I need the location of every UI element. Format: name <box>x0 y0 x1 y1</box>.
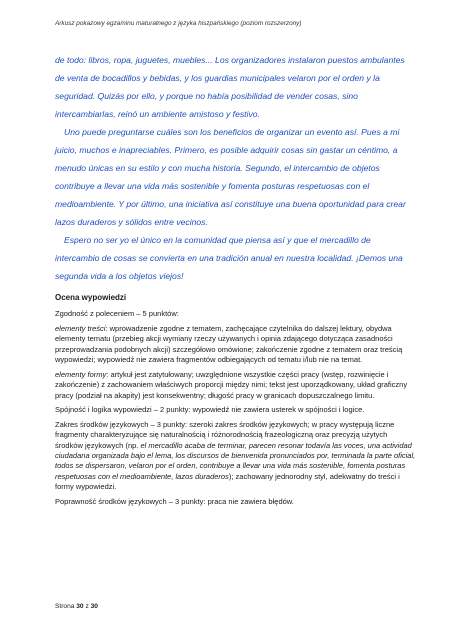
form-elements-term: elementy formy <box>55 369 107 379</box>
rubric-form-elements <box>55 370 417 401</box>
footer-page-number: 30 <box>76 603 84 610</box>
rubric-spojnosc: Spójność i logika wypowiedzi – 2 punkty: wypowiedź nie zawiera usterek w spójności i logice. <box>55 405 365 415</box>
rubric-content-elements <box>55 324 417 366</box>
footer-total-pages: 30 <box>90 603 98 610</box>
page-header: Arkusz pokazowy egzaminu maturalnego z języka hiszpańskiego (poziom rozszerzony) <box>55 20 302 27</box>
content-elements-text: : wprowadzenie zgodne z tematem, zachęcające czytelnika do dalszej lektury, obydwa elementy tematu (przebieg akcji wymiany rzeczy używanych i opinia zdającego dotycząca zasadności przeprowadzania podobnych akcji) szczegółowo omówione; zakończenie zgodne z tematem oraz treścią wypowiedzi; wypowiedź nie zawiera fragmentów odbiegających od tematu i/lub nie na temat. <box>55 324 403 365</box>
form-elements-text: : artykuł jest zatytułowany; uwzględnione wszystkie części pracy (wstęp, rozwinięcie i zakończenie) z zachowaniem właściwych proporcji między nimi; tekst jest uporządkowany, układ graficzny pracy (podział na akapity) jest konsekwentny; długość pracy w granicach dopuszczalnego limitu. <box>55 369 408 400</box>
essay-paragraph-3: Espero no ser yo el único en la comunidad que piensa así y que el mercadillo de intercambio de cosas se convierta en una tradición anual en nuestra localidad. ¡Demos una segunda vida a los objetos viejos! <box>55 235 403 281</box>
footer-separator: z <box>83 603 91 610</box>
essay-paragraph-1: de todo: libros, ropa, juguetes, muebles... Los organizadores instalaron puestos ambulantes de venta de bocadillos y bebidas, y los guardias municipales velaron por el orden y la seguridad. Quizás por ello, y porque no había posibilidad de vender cosas, sino intercambiarlas, reinó un ambiente amistoso y festivo. <box>55 55 405 119</box>
rubric-poprawnosc: Poprawność środków językowych – 3 punkty: praca nie zawiera błędów. <box>55 496 294 506</box>
essay-paragraph-2: Uno puede preguntarse cuáles son los beneficios de organizar un evento así. Pues a mi juicio, muchos e inapreciables. Primero, es posible adquirir cosas sin gastar un céntimo, a menudo únicas en su estilo y con mucha historia. Segundo, el intercambio de objetos contribuye a llevar una vida más sostenible y fomenta posturas respetuosas con el medioambiente. Y por último, una iniciativa así constituye una buena oportunidad para crear lazos duraderos y sólidos entre vecinos. <box>55 127 406 227</box>
footer-prefix: Strona <box>55 603 77 610</box>
zakres-tail: ); zachowany jednorodny styl, adekwatny do treści i formy wypowiedzi. <box>55 471 400 492</box>
page-footer <box>55 603 98 610</box>
rubric-zgodnosc: Zgodność z poleceniem – 5 punktów: <box>55 309 179 319</box>
zakres-examples: el mercadillo acaba de terminar, parecen resonar todavía las voces, una actividad ciudadana organizada bajo el lema, los discursos de bienvenida pronunciados por, terminada la parte oficial, todos se dispersaron, velaron por el orden, contribuye a llevar una vida más sostenible, fomenta posturas respetuosas con el medioambiente, lazos duraderos <box>55 440 416 481</box>
rubric-title: Ocena wypowiedzi <box>55 293 127 302</box>
zakres-lead: Zakres środków językowych – 3 punkty: szeroki zakres środków językowych; w pracy występują liczne fragmenty charakteryzujące się naturalnością i różnorodnością frazeologiczną oraz precyzją użytych środków językowych (np. <box>55 419 395 450</box>
rubric-zakres <box>55 420 417 493</box>
content-elements-term: elementy treści <box>55 324 106 333</box>
assessment-rubric <box>55 293 417 511</box>
essay-answer <box>55 51 415 285</box>
